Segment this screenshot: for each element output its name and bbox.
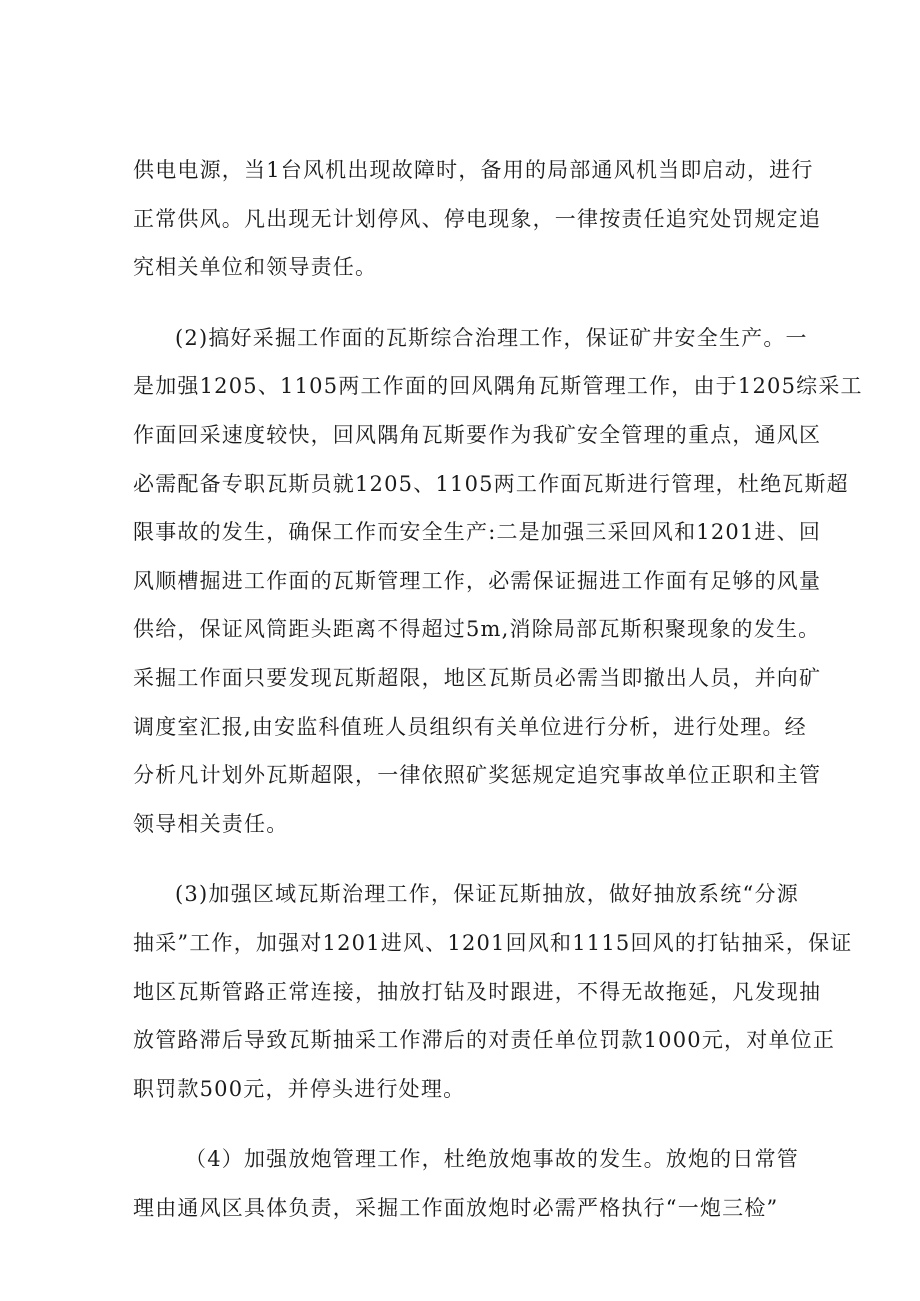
paragraph-2 [133, 314, 863, 849]
text-line: 供给，保证风筒距头距离不得超过5m,消除局部瓦斯积聚现象的发生。 [133, 617, 821, 642]
text-line: 调度室汇报,由安监科值班人员组织有关单位进行分析，进行处理。经 [133, 714, 807, 739]
text-line: 分析凡计划外瓦斯超限，一律依照矿奖惩规定追究事故单位正职和主管 [133, 763, 822, 788]
text-line: 究相关单位和领导责任。 [133, 255, 378, 280]
text-line: 供电电源，当1台风机出现故障时，备用的局部通风机当即启动，进行 [133, 158, 814, 182]
text-line: (3)加强区域瓦斯治理工作，保证瓦斯抽放，做好抽放系统“分源 [175, 882, 799, 907]
text-line: 领导相关责任。 [133, 811, 289, 836]
paragraph-3 [133, 870, 853, 1113]
paragraph-4 [133, 1135, 799, 1232]
text-line: 正常供风。凡出现无计划停风、停电现象，一律按责任追究处罚规定追 [133, 206, 822, 231]
text-line: 地区瓦斯管路正常连接，抽放打钻及时跟进，不得无故拖延，凡发现抽 [133, 979, 822, 1004]
text-line: 必需配备专职瓦斯员就1205、1105两工作面瓦斯进行管理，杜绝瓦斯超 [133, 471, 849, 496]
text-line: 作面回采速度较快，回风隅角瓦斯要作为我矿安全管理的重点，通风区 [133, 422, 822, 447]
text-line: 抽采”工作，加强对1201进风、1201回风和1115回风的打钻抽采，保证 [133, 930, 853, 955]
text-line: 是加强1205、1105两工作面的回风隅角瓦斯管理工作，由于1205综采工 [133, 374, 863, 399]
text-line: (2)搞好采掘工作面的瓦斯综合治理工作，保证矿井安全生产。一 [175, 325, 808, 350]
paragraph-1 [133, 146, 822, 292]
text-line: 职罚款500元，并停头进行处理。 [133, 1076, 466, 1101]
text-line: 放管路滞后导致瓦斯抽采工作滞后的对责任单位罚款1000元，对单位正 [133, 1028, 836, 1053]
text-line: 限事故的发生，确保工作而安全生产:二是加强三采回风和1201进、回 [133, 520, 822, 545]
text-line: 采掘工作面只要发现瓦斯超限，地区瓦斯员必需当即撤出人员，并向矿 [133, 665, 822, 690]
document-page [133, 146, 863, 1254]
text-line: （4）加强放炮管理工作，杜绝放炮事故的发生。放炮的日常管 [185, 1147, 799, 1172]
text-line: 理由通风区具体负责，采掘工作面放炮时必需严格执行“一炮三检” [133, 1195, 779, 1220]
text-line: 风顺槽掘进工作面的瓦斯管理工作，必需保证掘进工作面有足够的风量 [133, 568, 822, 593]
